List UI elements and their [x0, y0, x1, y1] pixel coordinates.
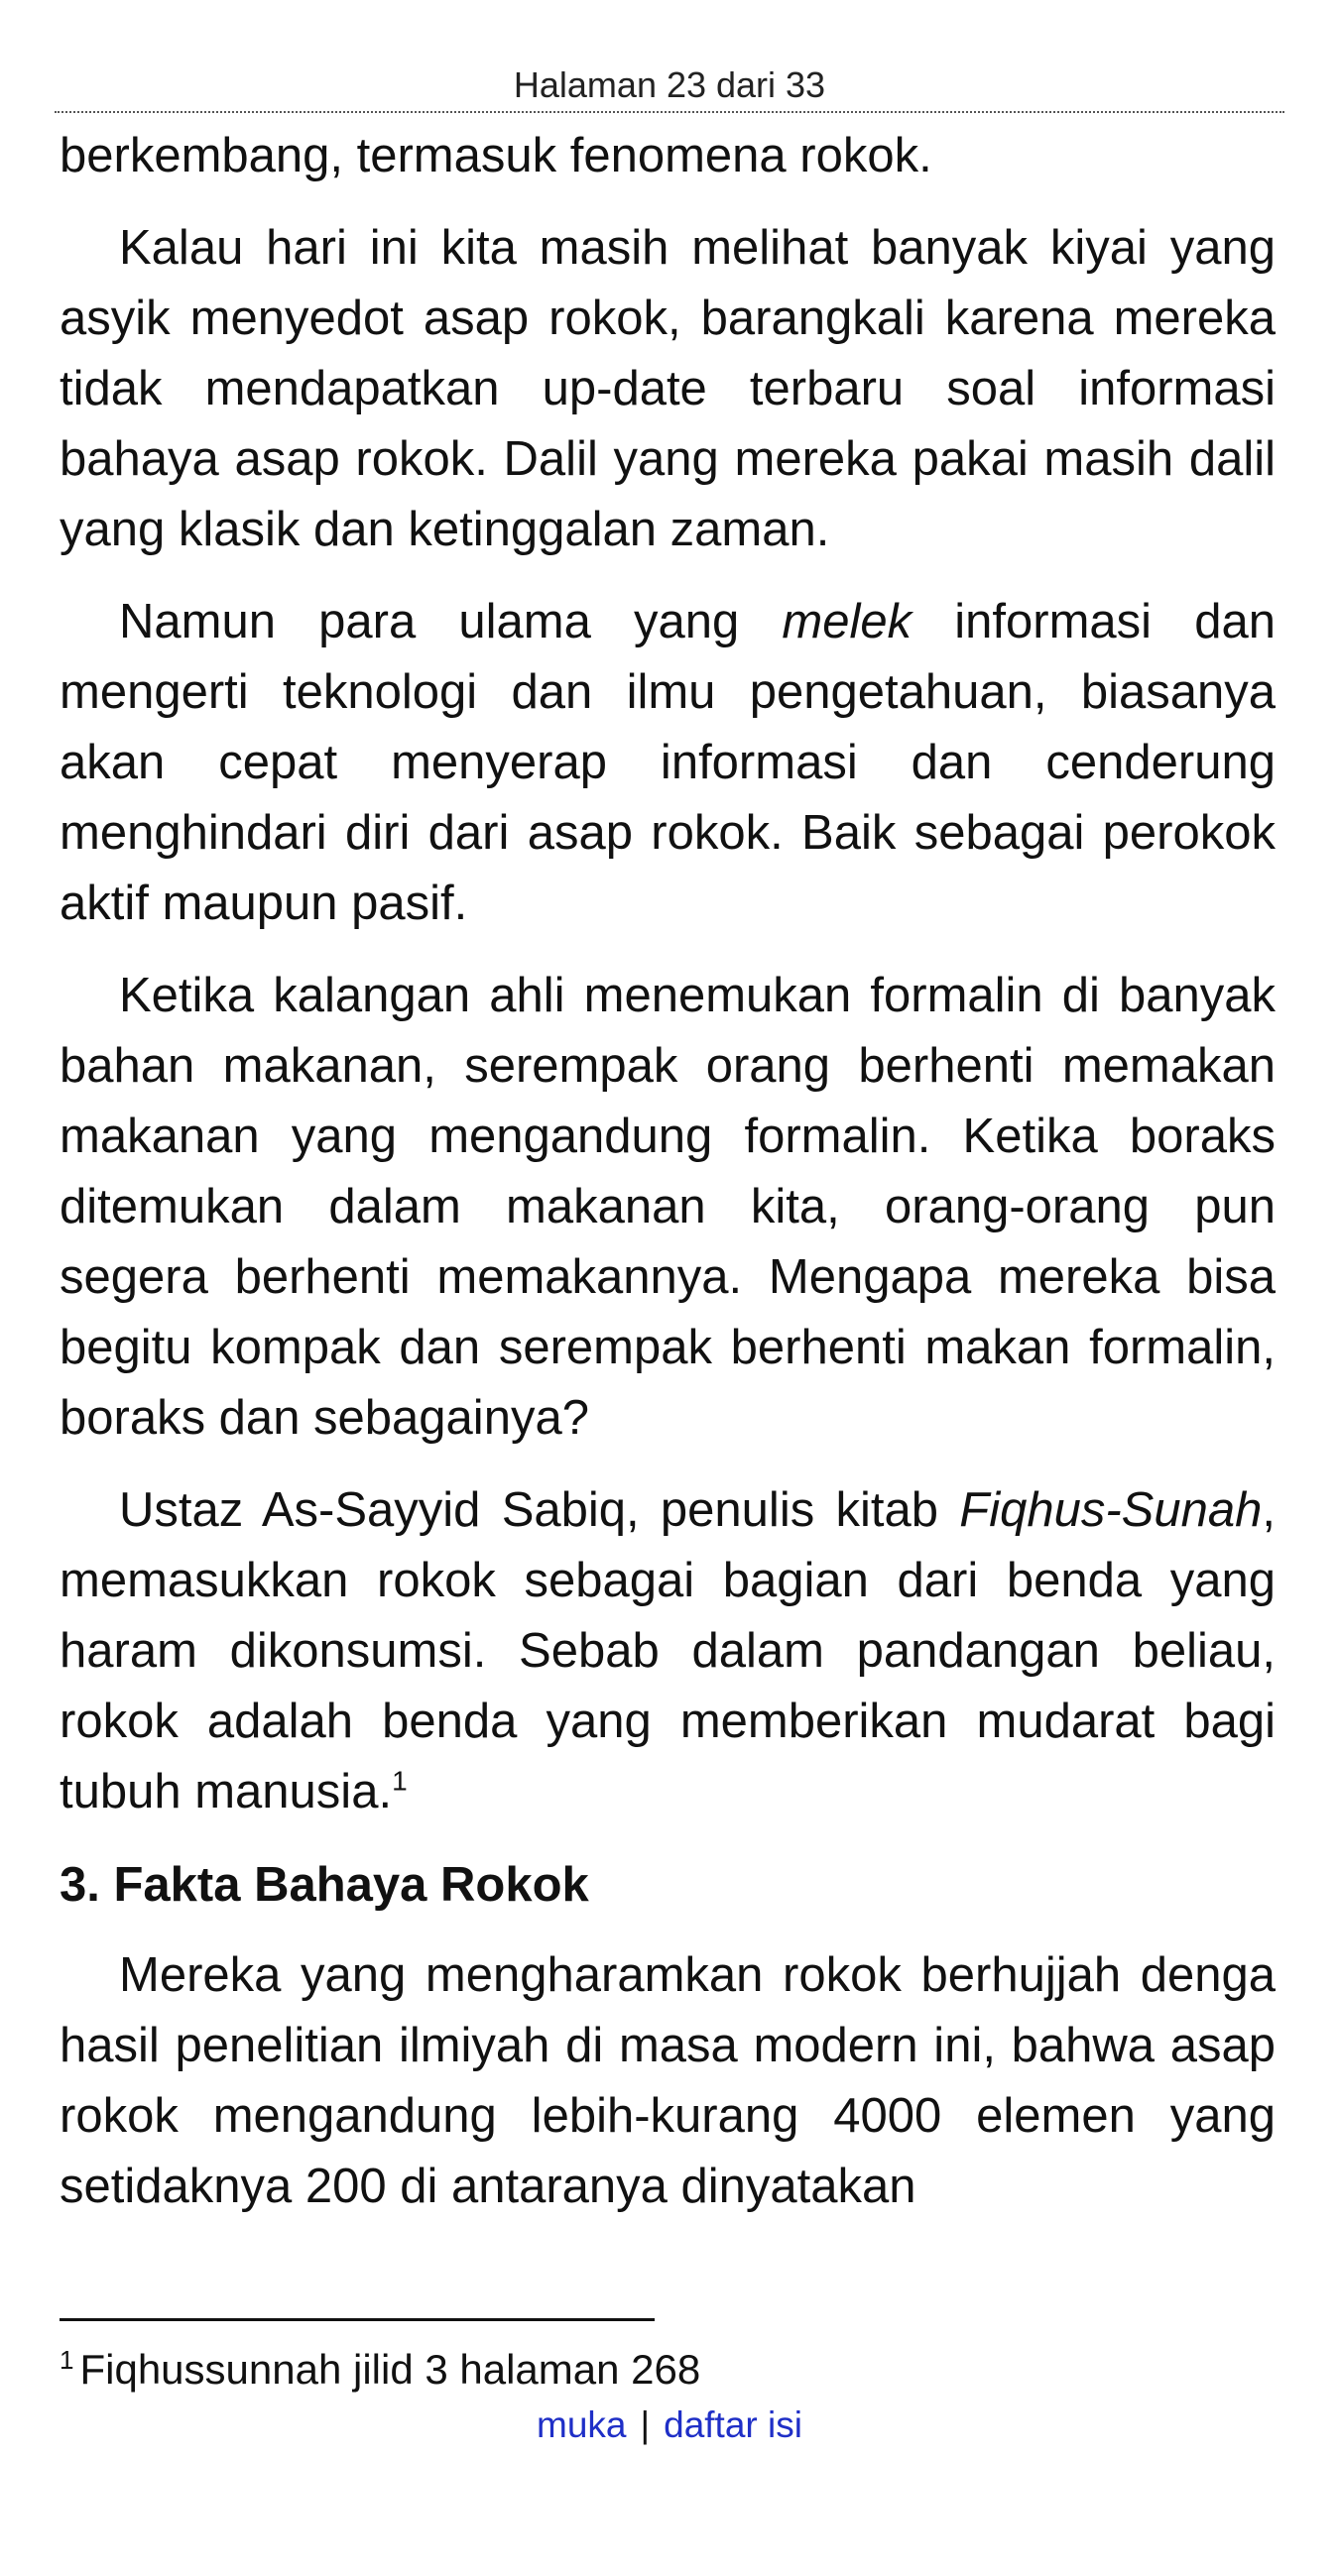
footnote — [60, 2342, 700, 2398]
page-indicator: Halaman 23 dari 33 — [55, 58, 1284, 113]
book-title: Fiqhus-Sunah — [959, 1483, 1263, 1537]
footnote-number: 1 — [60, 2345, 74, 2375]
home-link[interactable]: muka — [537, 2404, 627, 2445]
page-content — [60, 121, 1276, 2244]
footnote-ref[interactable]: 1 — [392, 1765, 408, 1797]
paragraph-continuation: berkembang, termasuk fenomena rokok. — [60, 129, 932, 182]
page-nav — [0, 2398, 1339, 2453]
paragraph-fakta: Mereka yang mengharamkan rokok berhujjah denga hasil penelitian ilmiyah di masa modern ini, bahwa asap rokok mengandung lebih-kurang 4000 elemen yang setidaknya 200 di antaranya dinyatakan — [60, 1948, 1276, 2213]
paragraph-kiyai: Kalau hari ini kita masih melihat banyak kiyai yang asyik menyedot asap rokok, barangkali karena mereka tidak mendapatkan up-date terbaru soal informasi bahaya asap rokok. Dalil yang mereka pakai masih dalil yang klasik dan ketinggalan zaman. — [60, 221, 1276, 556]
toc-link[interactable]: daftar isi — [664, 2404, 802, 2445]
paragraph-text: Ustaz As-Sayyid Sabiq, penulis kitab — [119, 1483, 960, 1537]
paragraph-text: informasi dan mengerti teknologi dan ilmu pengetahuan, biasanya akan cepat menyerap informasi dan cenderung menghindari diri dari asap rokok. Baik sebagai perokok aktif maupun pasif. — [60, 595, 1276, 930]
italic-term: melek — [782, 595, 913, 648]
paragraph-text: Namun para ulama yang — [119, 595, 783, 648]
nav-separator: | — [640, 2404, 651, 2445]
paragraph-sabiq — [60, 1475, 1276, 1827]
paragraph-ulama — [60, 587, 1276, 939]
paragraph-formalin: Ketika kalangan ahli menemukan formalin di banyak bahan makanan, serempak orang berhenti memakan makanan yang mengandung formalin. Ketika boraks ditemukan dalam makanan kita, orang-orang pun segera berhenti memakannya. Mengapa mereka bisa begitu kompak dan serempak berhenti makan formalin, boraks dan sebagainya? — [60, 969, 1276, 1445]
paragraph-text: , memasukkan rokok sebagai bagian dari benda yang haram dikonsumsi. Sebab dalam pandangan beliau, rokok adalah benda yang memberikan mudarat bagi tubuh manusia. — [60, 1483, 1276, 1818]
footnote-divider — [60, 2318, 655, 2321]
footnote-text: Fiqhussunnah jilid 3 halaman 268 — [79, 2346, 701, 2393]
section-heading: 3. Fakta Bahaya Rokok — [60, 1858, 589, 1912]
